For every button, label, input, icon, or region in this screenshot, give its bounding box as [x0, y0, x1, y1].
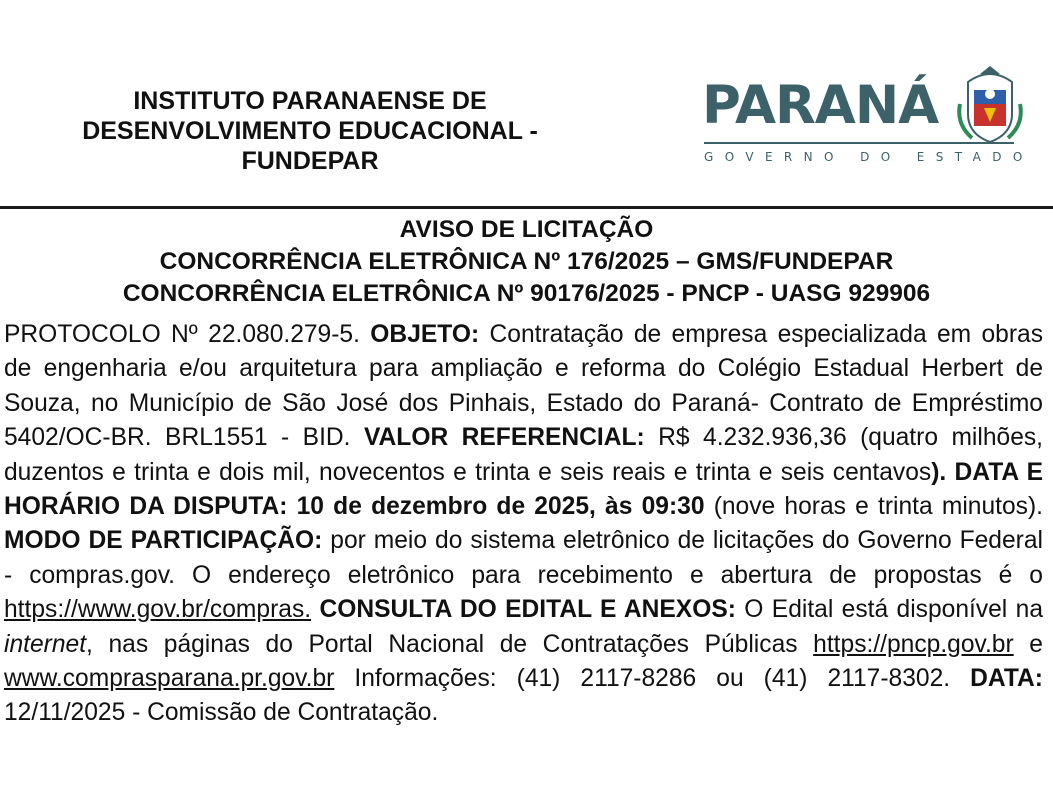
- edital-text: , nas páginas do Portal Nacional de Contratações Públicas: [86, 630, 814, 658]
- institution-line: DESENVOLVIMENTO EDUCACIONAL -: [82, 117, 538, 145]
- date-text: 12/11/2025 - Comissão de Contratação.: [4, 699, 439, 727]
- notice-titles: [0, 214, 1053, 310]
- dispute-date-text: (nove horas e trinta minutos).: [704, 493, 1043, 521]
- notice-title: AVISO DE LICITAÇÃO: [399, 216, 654, 243]
- notice-subtitle: CONCORRÊNCIA ELETRÔNICA Nº 176/2025 – GMS/FUNDEPAR: [159, 248, 894, 275]
- institution-name: [40, 86, 580, 176]
- date-label: DATA:: [970, 665, 1043, 693]
- edital-text: e: [1013, 630, 1043, 658]
- objeto-label: OBJETO:: [370, 321, 480, 348]
- dispute-date-label: ). DATA E HORÁRIO DA DISPUTA: 10 de dezembro de 2025, às 09:30: [4, 458, 1043, 521]
- edital-label: CONSULTA DO EDITAL E ANEXOS:: [311, 596, 736, 624]
- pncp-link[interactable]: https://pncp.gov.br: [813, 630, 1014, 658]
- objeto-text: Contratação de empresa especializada em obras de engenharia e/ou arquitetura para ampliação e reforma do Colégio Estadual Herbert de Souza, no Município de São José dos Pinhais, Estado do Paraná- Contrato de Empréstimo 5402/OC-BR. BRL1551 - BID.: [4, 321, 1044, 452]
- coat-of-arms-icon: [954, 64, 1026, 144]
- participation-mode-label: MODO DE PARTICIPAÇÃO:: [4, 527, 323, 555]
- logo-subtitle: GOVERNO DO ESTADO: [704, 150, 1034, 164]
- notice-subtitle: CONCORRÊNCIA ELETRÔNICA Nº 90176/2025 - PNCP - UASG 929906: [122, 280, 931, 307]
- logo-wordmark: PARANÁ: [702, 75, 939, 136]
- valor-label: VALOR REFERENCIAL:: [363, 424, 645, 452]
- institution-line: FUNDEPAR: [241, 147, 379, 175]
- protocolo-text: PROTOCOLO Nº 22.080.279-5.: [4, 321, 371, 348]
- notice-body: [4, 318, 1043, 731]
- compras-link[interactable]: https://www.gov.br/compras.: [4, 596, 312, 624]
- document-header: [0, 0, 1053, 208]
- internet-word: internet: [4, 630, 87, 658]
- contact-info: Informações: (41) 2117-8286 ou (41) 2117-8302.: [334, 665, 971, 693]
- parana-logo: [700, 62, 1034, 172]
- valor-text: R$ 4.232.936,36 (quatro milhões, duzentos e trinta e dois mil, novecentos e trinta e seis reais e trinta e seis centavos: [4, 424, 1044, 486]
- institution-line: INSTITUTO PARANAENSE DE: [133, 87, 487, 115]
- participation-mode-text: por meio do sistema eletrônico de licitações do Governo Federal - compras.gov. O endereço eletrônico para recebimento e abertura de propostas é o: [4, 527, 1043, 589]
- edital-text: O Edital está disponível na: [735, 596, 1043, 624]
- comprasparana-link[interactable]: www.comprasparana.pr.gov.br: [4, 665, 335, 693]
- header-divider: [0, 206, 1053, 209]
